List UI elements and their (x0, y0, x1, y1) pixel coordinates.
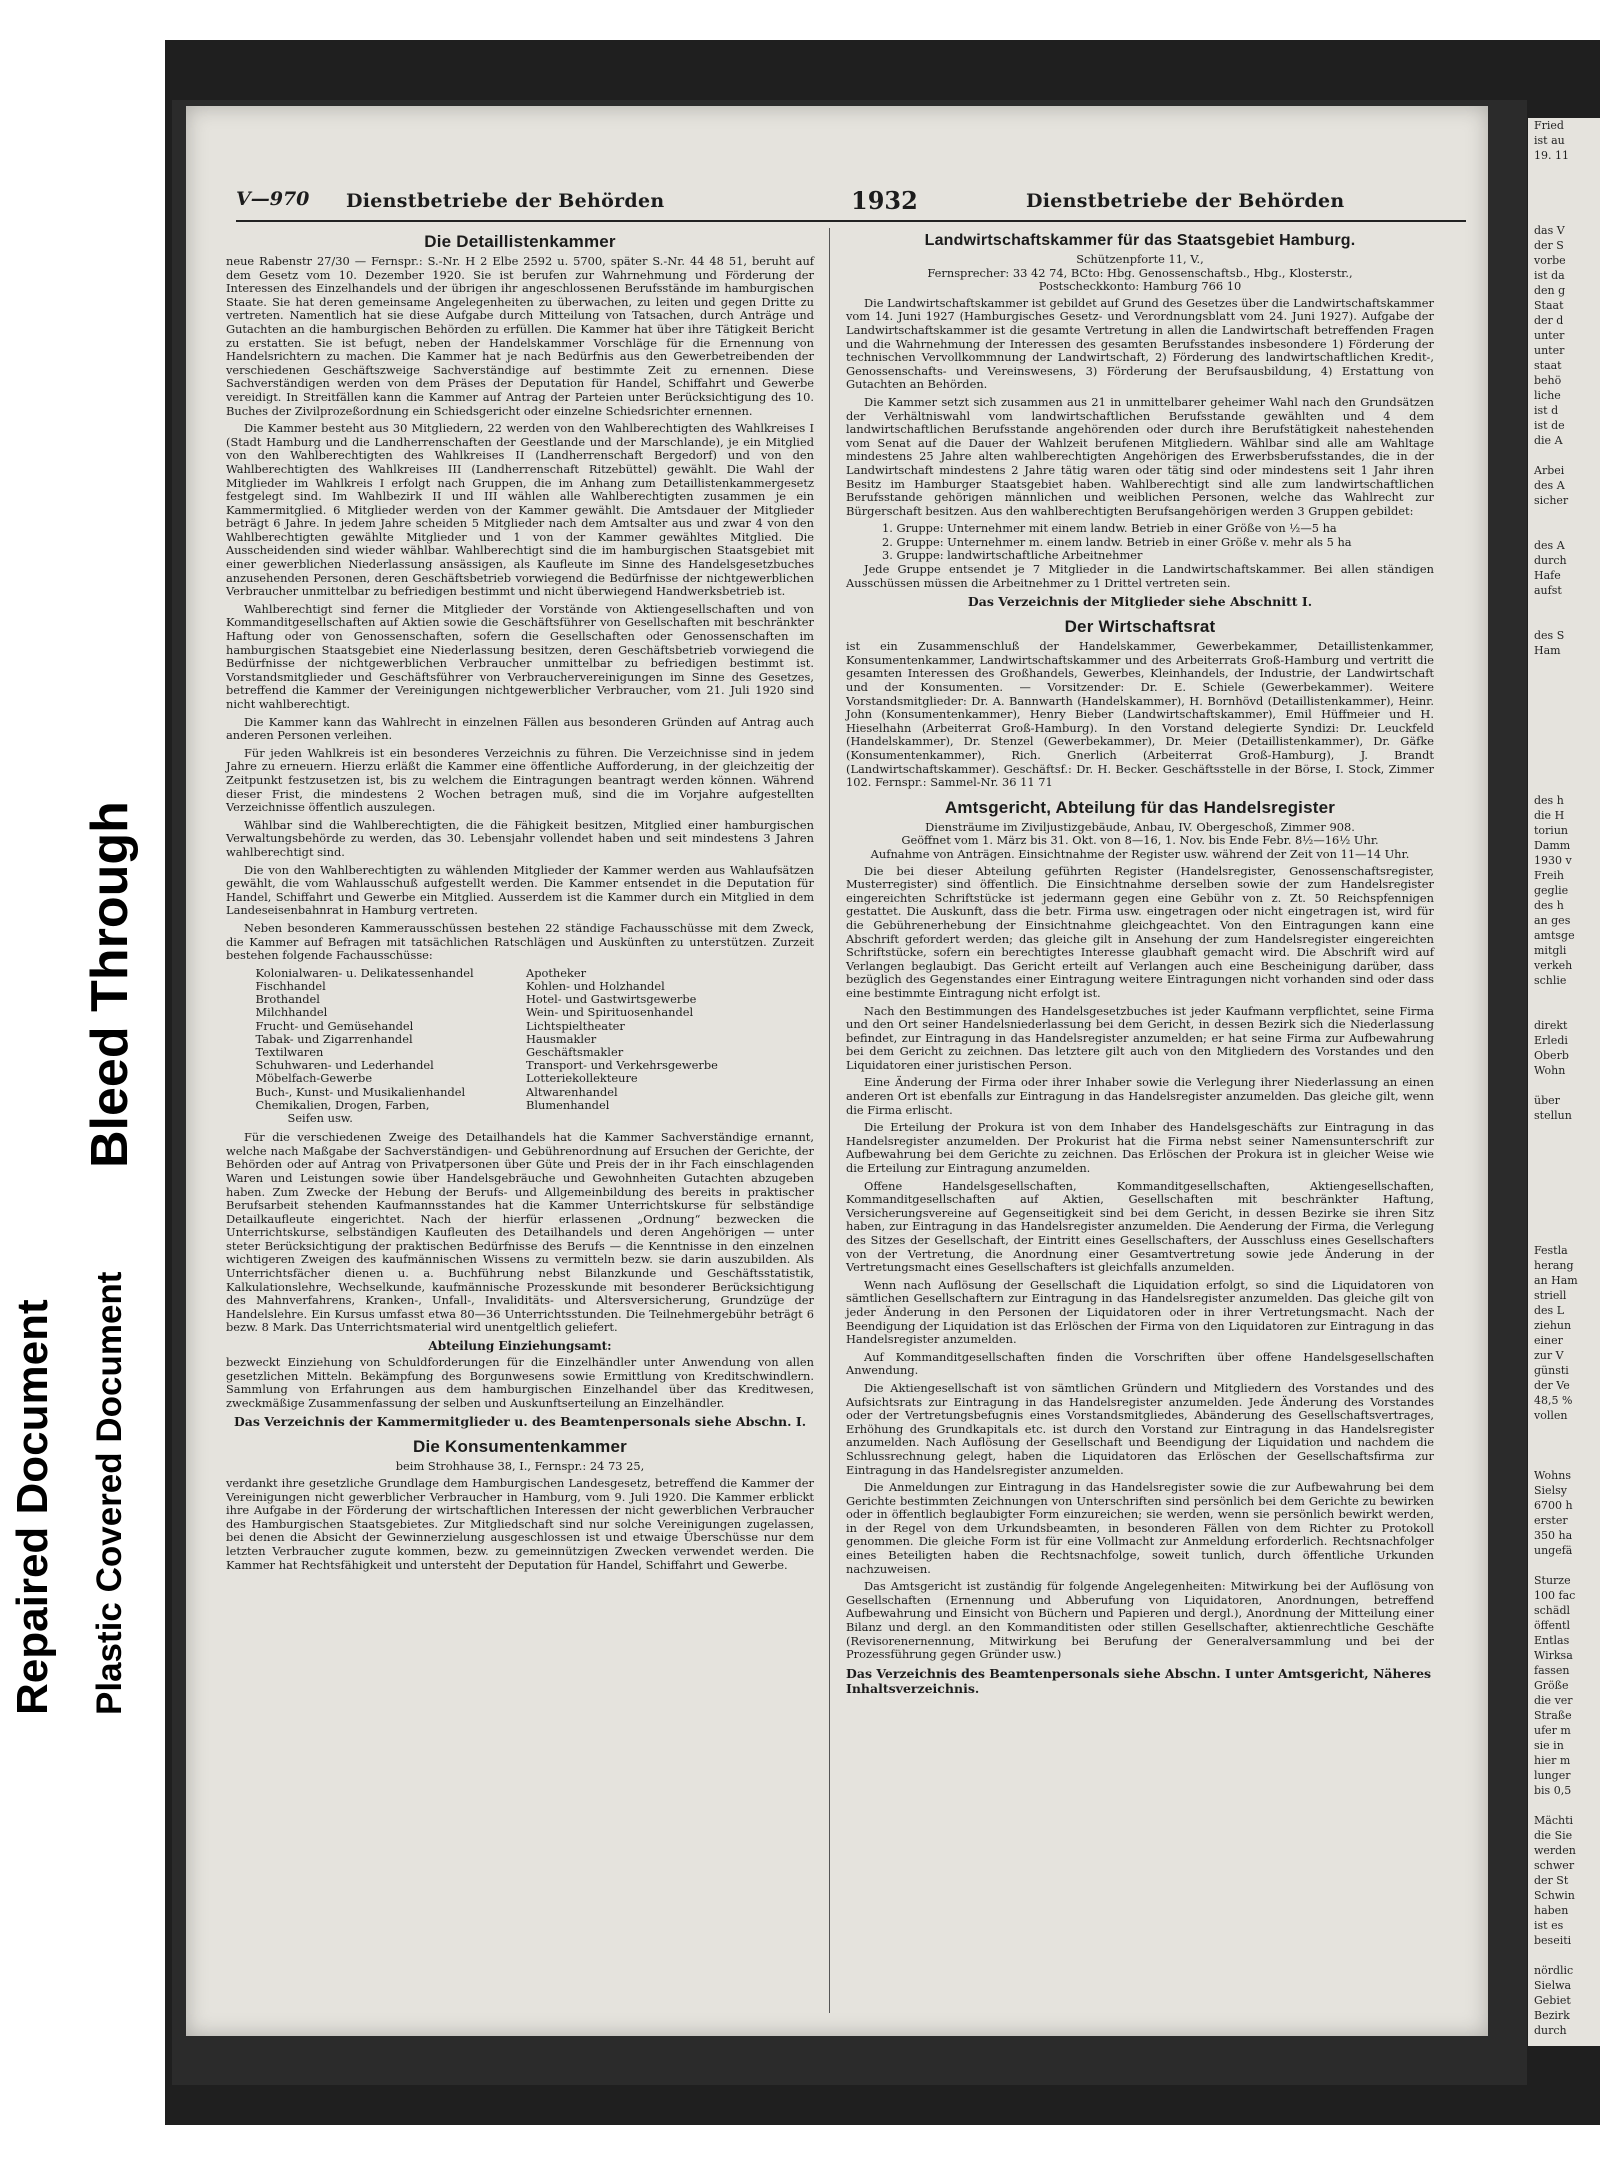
next-page-fragment: werden (1534, 1844, 1576, 1857)
header-title-left: Dienstbetriebe der Behörden (346, 190, 665, 212)
next-page-fragment: Ham (1534, 644, 1561, 657)
left-column (226, 228, 814, 1576)
next-page-fragment: Sturze (1534, 1574, 1571, 1587)
committee-row (250, 1033, 791, 1046)
next-page-fragment: die Sie (1534, 1829, 1573, 1842)
committee-row (250, 967, 791, 980)
paragraph: Die von den Wahlberechtigten zu wählenden Mitglieder der Kammer werden aus Wahlaufsätzen gewählt, die vom Wahlausschuß aufgestellt werden. Die Kammer entsendet in die Deputation für Handel, Schiffahrt und Gewerbe ein Mitglied. Ausserdem ist die Kammer durch ein Mitglied in dem Landeseisenbahnrat in Hamburg vertreten. (226, 862, 814, 918)
next-page-fragment: an Ham (1534, 1274, 1578, 1287)
next-page-fragment (1534, 1153, 1600, 1168)
next-page-fragment (1534, 1438, 1600, 1453)
next-page-fragment (1534, 688, 1600, 703)
next-page-fragment: Entlas (1534, 1634, 1570, 1647)
next-page-fragment: durch (1534, 554, 1567, 567)
committee-list (250, 967, 791, 1125)
next-page-fragment: Oberb (1534, 1049, 1569, 1062)
next-page-fragment: an ges (1534, 914, 1571, 927)
address: beim Strohhause 38, I., Fernspr.: 24 73 25, (395, 1459, 645, 1474)
reference-note: Das Verzeichnis der Kammermitglieder u. des Beamtenpersonals siehe Abschn. I. (233, 1414, 807, 1430)
next-page-fragment: sie in (1534, 1739, 1564, 1752)
next-page-fragment: erster (1534, 1514, 1568, 1527)
right-column (846, 228, 1434, 1704)
next-page-fragment: des A (1534, 539, 1565, 552)
paragraph: Die Kammer setzt sich zusammen aus 21 in unmittelbarer geheimer Wahl nach den Grundsätzen der Verhältniswahl vom landwirtschaftlichen Berufsstande gewählten und 4 dem landwirtschaftlichen Berufsstande angehörenden oder durch ihre Berufstätigkeit nahestehenden vom Senat auf die Dauer der Wahlzeit berufenen Mitgliedern. Wählbar sind alle am Wahltage mindestens 25 Jahre alten wahlberechtigten Angehörigen des Erwerbsberufsstandes, die in der Landwirtschaft mindestens 2 Jahre tätig waren oder tätig sind oder mindestens seit 1 Jahr ihren Besitz im Hamburger Staatsgebiet haben. Wahlberechtigt sind alle zum landwirtschaftlichen Berufsstande gehörigen männlichen und weiblichen Personen, welche das Wahlrecht zur Bürgerschaft besitzen. Aus den wahlberechtigten Berufsangehörigen werden 3 Gruppen gebildet: (846, 394, 1434, 518)
running-header (236, 186, 1466, 222)
committee-name: Chemikalien, Drogen, Farben, (255, 1097, 430, 1112)
next-page-fragment: den g (1534, 284, 1566, 297)
paragraph: Wählbar sind die Wahlberechtigten, die die Fähigkeit besitzen, Mitglied einer hamburgischen Verwaltungsbehörde zu werden, das 30. Lebensjahr vollendet haben und seit mindestens 3 Jahren wahlberechtigt sind. (226, 817, 814, 859)
next-page-fragment: Fried (1534, 119, 1564, 132)
paragraph: Auf Kommanditgesellschaften finden die Vorschriften über offene Handelsgesellschaften Anwendung. (846, 1349, 1434, 1378)
next-page-fragment: Gebiet (1534, 1994, 1571, 2007)
next-page-fragment (1534, 208, 1600, 223)
next-page-fragment: ist da (1534, 269, 1565, 282)
committee-name: Frucht- und Gemüsehandel (255, 1018, 414, 1033)
next-page-fragment: unter (1534, 329, 1565, 342)
next-page-fragment: schlie (1534, 974, 1567, 987)
next-page-fragment: die A (1534, 434, 1563, 447)
paragraph: Wenn nach Auflösung der Gesellschaft die Liquidation erfolgt, so sind die Liquidatoren von sämtlichen Gesellschaftern zur Eintragung in das Handelsregister anzumelden. Das gleiche gilt von jeder Änderung in den Personen der Liquidatoren oder in ihrer Vertretungsmacht. Nach der Beendigung der Liquidation ist das Erlöschen der Firma von den Liquidatoren zur Eintragung in das Handelsregister anzumelden. (846, 1277, 1434, 1347)
next-page-fragment (1534, 1423, 1600, 1438)
next-page-fragment (1534, 598, 1600, 613)
committee-name: Hotel- und Gastwirtsgewerbe (525, 992, 697, 1007)
next-page-fragment (1534, 1453, 1600, 1468)
paragraph: Eine Änderung der Firma oder ihrer Inhaber sowie die Verlegung ihrer Niederlassung an einen anderen Ort ist ebenfalls zur Eintragung in das Handelsregister anzumelden. Das gleiche gilt, wenn die Firma erlischt. (846, 1075, 1434, 1117)
section-title-wirtschaftsrat: Der Wirtschaftsrat (1064, 617, 1216, 637)
group-item: 2. Gruppe: Unternehmer m. einem landw. Betrieb in einer Größe v. mehr als 5 ha (882, 534, 1352, 549)
next-page-fragment: Damm (1534, 839, 1571, 852)
committee-row (250, 993, 791, 1006)
next-page-fragment: unter (1534, 344, 1565, 357)
committee-name: Geschäftsmakler (525, 1044, 624, 1059)
committee-name: Lotteriekollekteure (525, 1071, 638, 1086)
next-page-fragment (1534, 1183, 1600, 1198)
paragraph: Wahlberechtigt sind ferner die Mitglieder der Vorstände von Aktiengesellschaften und von Kommanditgesellschaften auf Aktien sowie die Geschäftsführer von Gesellschaften mit beschränkter Haftung oder von Genossenschaften, sofern die Gesellschaften oder Genossenschaften im hamburgischen Staatsgebiet eine Niederlassung besitzen, deren Geschäftsbetrieb vorwiegend die Bedürfnisse der nichtgewerblichen Verbraucher unmittelbar zu befriedigen bestimmt ist. Vorstandsmitglieder und Geschäftsführer von Verbrauchervereinigungen im Sinne des Gesetzes, betreffend die Kammer der Vereinigungen nichtgewerblicher Verbraucher, vom 21. Juli 1920 sind nicht wahlberechtigt. (226, 601, 814, 711)
next-page-fragment: einer (1534, 1334, 1563, 1347)
next-page-fragment: staat (1534, 359, 1562, 372)
committee-name: Textilwaren (255, 1044, 324, 1059)
next-page-fragment: Straße (1534, 1709, 1572, 1722)
next-page-fragment: über (1534, 1094, 1560, 1107)
next-page-fragment: des A (1534, 479, 1565, 492)
next-page-fragment: aufst (1534, 584, 1562, 597)
next-page-fragment: ist d (1534, 404, 1559, 417)
next-page-fragment (1534, 1948, 1600, 1963)
committee-name: Kolonialwaren- u. Delikatessenhandel (255, 965, 474, 980)
next-page-fragment (1534, 1798, 1600, 1813)
committee-name: Tabak- und Zigarrenhandel (255, 1031, 413, 1046)
next-page-fragment (1534, 718, 1600, 733)
subsection-title-einziehungsamt: Abteilung Einziehungsamt: (428, 1339, 612, 1354)
next-page-fragment: der Ve (1534, 1379, 1570, 1392)
next-page-fragment: der S (1534, 239, 1564, 252)
next-page-fragment: amtsge (1534, 929, 1575, 942)
repaired-document-label: Repaired Document (8, 1299, 57, 1715)
committee-row (250, 1020, 791, 1033)
next-page-fragment: 350 ha (1534, 1529, 1573, 1542)
next-page-fragment: schädl (1534, 1604, 1571, 1617)
next-page-fragment (1534, 673, 1600, 688)
next-page-fragment: das V (1534, 224, 1565, 237)
next-page-fragment: Staat (1534, 299, 1564, 312)
next-page-fragment: Wohn (1534, 1064, 1566, 1077)
header-title-right: Dienstbetriebe der Behörden (1026, 190, 1345, 212)
committee-name: Lichtspieltheater (525, 1018, 625, 1033)
next-page-fragment: die H (1534, 809, 1565, 822)
next-page-fragment: schwer (1534, 1859, 1575, 1872)
next-page-fragment (1534, 448, 1600, 463)
committee-name: Wein- und Spirituosenhandel (525, 1005, 694, 1020)
next-page-fragment: Größe (1534, 1679, 1569, 1692)
next-page-fragment (1534, 1078, 1600, 1093)
next-page-fragment: ist au (1534, 134, 1565, 147)
next-page-fragment: öffentl (1534, 1619, 1570, 1632)
committee-row (250, 1086, 791, 1099)
committee-name: Kohlen- und Holzhandel (525, 978, 665, 993)
paragraph: Die Kammer besteht aus 30 Mitgliedern, 22 werden von den Wahlberechtigten des Wahlkreises I (Stadt Hamburg und die Landherrenschaften der Geestlande und der Marschlande), je ein Mitglied von den Wahlberechtigten des Wahlkreises II (Landherrenschaft Bergedorf) und von den Wahlberechtigten des Wahlkreises III (Landherrenschaft Ritzebüttel) gewählt. Die Wahl der Mitglieder im Wahlkreis I erfolgt nach Gruppen, die im Anhang zum Detaillistenkammergesetz festgelegt sind. Im Wahlbezirk II und III wählen alle Wahlberechtigten zusammen je ein Kammermitglied. 6 Mitglieder werden von der Kammer gewählt. Die Amtsdauer der Mitglieder beträgt 6 Jahre. In jedem Jahre scheiden 5 Mitglieder nach dem Amtsalter aus und zwar 4 von den Wahlberechtigten gewählte Mitglieder und 1 von der Kammer gewähltes Mitglied. Die Ausscheidenden sind wieder wählbar. Wahlberechtigt sind die im hamburgischen Staatsgebiet mit einer gewerblichen Niederlassung ansässigen, als Kaufleute im Sinne des Handelsgesetzbuches anzusehenden Personen, deren Geschäftsbetrieb vorwiegend die Bedürfnisse der nichtgewerblichen Verbraucher unmittelbar zu befriedigen bestimmt und nicht überwiegend Handwerksbetrieb ist. (226, 421, 814, 599)
paragraph: Die Anmeldungen zur Eintragung in das Handelsregister sowie die zur Aufbewahrung bei dem Gerichte bestimmten Zeichnungen von Unterschriften sind persönlich bei dem Gerichte zu bewirken oder in öffentlich beglaubigter Form einzureichen; sie werden, wenn sie persönlich bewirkt werden, in der Regel von dem Urkundsbeamten, in besonderen Fällen von dem Richter zu Protokoll genommen. Die gleiche Form ist für eine Vollmacht zur Anmeldung erforderlich. Rechtsnachfolger eines Beteiligten haben die Rechtsnachfolge, soweit tunlich, durch öffentliche Urkunden nachzuweisen. (846, 1480, 1434, 1576)
next-page-fragment: des L (1534, 1304, 1564, 1317)
column-divider (829, 228, 830, 2013)
next-page-fragment: der d (1534, 314, 1564, 327)
next-page-fragment (1534, 613, 1600, 628)
next-page-fragment: ist de (1534, 419, 1565, 432)
committee-name (520, 1112, 790, 1125)
next-page-fragment: zur V (1534, 1349, 1564, 1362)
next-page-fragment: ufer m (1534, 1724, 1571, 1737)
next-page-fragment: hier m (1534, 1754, 1571, 1767)
next-page-fragment: durch (1534, 2024, 1567, 2037)
paragraph: Jede Gruppe entsendet je 7 Mitglieder in die Landwirtschaftskammer. Bei allen ständigen Ausschüssen müssen die Arbeitnehmer zu 1 Drittel vertreten sein. (846, 562, 1434, 590)
next-page-fragment (1534, 1138, 1600, 1153)
next-page-fragment: vorbe (1534, 254, 1566, 267)
page-number: V—970 (236, 188, 310, 210)
next-page-fragment: Bezirk (1534, 2009, 1570, 2022)
next-page-fragment: Wohns (1534, 1469, 1571, 1482)
committee-name: Möbelfach-Gewerbe (255, 1071, 373, 1086)
committee-name: Seifen usw. (287, 1110, 353, 1125)
committee-name: Apotheker (525, 965, 587, 980)
next-page-fragment (1534, 1168, 1600, 1183)
paragraph: ist ein Zusammenschluß der Handelskammer, Gewerbekammer, Detaillistenkammer, Konsumentenkammer, Landwirtschaftskammer und des Arbeiterrats Groß-Hamburg und vertritt die gesamten Interessen des Großhandels, Gewerbes, Kleinhandels, der Industrie, der Landwirtschaft und der Konsumenten. — Vorsitzender: Dr. E. Schiele (Gewerbekammer). Weitere Vorstandsmitglieder: Dr. A. Bannwarth (Handelskammer), H. Bornhövd (Detaillistenkammer), Heinr. John (Konsumentenkammer), Henry Bieber (Landwirtschaftskammer), Emil Hüffmeier und H. Hieselhahn (Arbeiterrat Groß-Hamburg). In den Vorstand delegierte Syndizi: Dr. Leuckfeld (Handelskammer), Dr. Stenzel (Gewerbekammer), Dr. Meier (Detaillistenkammer), Dr. Gäfke (Konsumentenkammer), Rich. Gnerlich (Arbeiterrat Groß-Hamburg), J. Brandt (Landwirtschaftskammer). Geschäftsf.: Dr. H. Becker. Geschäftsstelle in der Börse, I. Stock, Zimmer 102. Fernspr.: Sammel-Nr. 36 11 71 (846, 639, 1434, 790)
committee-name: Transport- und Verkehrsgewerbe (525, 1058, 718, 1073)
next-page-fragment (1534, 778, 1600, 793)
committee-row (250, 1099, 791, 1112)
next-page-fragment: vollen (1534, 1409, 1568, 1422)
next-page-fragment: Sielwa (1534, 1979, 1572, 1992)
document-page (186, 106, 1488, 2036)
next-page-fragment: beseiti (1534, 1934, 1572, 1947)
next-page-fragment: behö (1534, 374, 1562, 387)
next-page-fragment (1534, 508, 1600, 523)
group-item: 1. Gruppe: Unternehmer mit einem landw. Betrieb in einer Größe von ½—5 ha (882, 521, 1337, 536)
group-item: 3. Gruppe: landwirtschaftliche Arbeitnehmer (882, 548, 1143, 563)
next-page-fragment: haben (1534, 1904, 1569, 1917)
paragraph: Die Kammer kann das Wahlrecht in einzelnen Fällen aus besonderen Gründen auf Antrag auch anderen Personen verleihen. (226, 714, 814, 743)
next-page-fragment (1534, 658, 1600, 673)
next-page-fragment: des h (1534, 899, 1564, 912)
next-page-fragment: striell (1534, 1289, 1567, 1302)
next-page-fragment (1534, 178, 1600, 193)
next-page-fragment: 100 fac (1534, 1589, 1576, 1602)
next-page-fragment (1534, 523, 1600, 538)
next-page-fragment: Sielsy (1534, 1484, 1567, 1497)
committee-name: Brothandel (255, 992, 320, 1007)
section-title-detaillistenkammer: Die Detaillistenkammer (424, 232, 616, 251)
next-page-fragment: Festla (1534, 1244, 1568, 1257)
next-page-fragment: nördlic (1534, 1964, 1574, 1977)
committee-name: Altwarenhandel (525, 1084, 618, 1099)
next-page-fragment (1534, 1003, 1600, 1018)
plastic-covered-label: Plastic Covered Document (90, 1271, 129, 1715)
next-page-fragment (1534, 1558, 1600, 1573)
next-page-fragment: stellun (1534, 1109, 1572, 1122)
next-page-fragment: geglie (1534, 884, 1569, 897)
paragraph: Nach den Bestimmungen des Handelsgesetzbuches ist jeder Kaufmann verpflichtet, seine Firma und den Ort seiner Handelsniederlassung bei dem Gericht, in dessen Bezirk sich die Niederlassung befindet, zur Eintragung in das Handelsregister anzumelden; er hat seine Firma zur Aufbewahrung bei dem Gericht zu zeichnen. Das letztere gilt auch von den Mitgliedern des Vorstandes und den Liquidatoren einer juristischen Person. (846, 1003, 1434, 1072)
address: Diensträume im Ziviljustizgebäude, Anbau, IV. Obergeschoß, Zimmer 908. (925, 819, 1355, 834)
next-page-fragment (1534, 1123, 1600, 1138)
next-page-fragment: herang (1534, 1259, 1574, 1272)
next-page-fragment: 6700 h (1534, 1499, 1573, 1512)
next-page-fragment: der St (1534, 1874, 1569, 1887)
next-page-fragment: ungefä (1534, 1544, 1573, 1557)
next-page-fragment (1534, 193, 1600, 208)
next-page-fragment (1534, 1228, 1600, 1243)
next-page-fragment: liche (1534, 389, 1561, 402)
next-page-fragment: bis 0,5 (1534, 1784, 1572, 1797)
next-page-fragment: mitgli (1534, 944, 1567, 957)
next-page-fragment (1534, 1213, 1600, 1228)
next-page-fragment: 19. 11 (1534, 149, 1569, 162)
next-page-fragment: direkt (1534, 1019, 1568, 1032)
paragraph: Die Erteilung der Prokura ist von dem Inhaber des Handelsgeschäfts zur Eintragung in das Handelsregister anzumelden. Der Prokurist hat die Firma nebst seiner Namensunterschrift zur Aufbewahrung bei dem Gerichte zu zeichnen. Das Erlöschen der Prokura ist in gleicher Weise wie die Erteilung zur Eintragung anzumelden. (846, 1120, 1434, 1176)
reference-note: Das Verzeichnis des Beamtenpersonals siehe Abschn. I unter Amtsgericht, Näheres Inhaltsverzeichnis. (846, 1665, 1432, 1696)
next-page-fragment: Wirksa (1534, 1649, 1573, 1662)
paragraph: Für jeden Wahlkreis ist ein besonderes Verzeichnis zu führen. Die Verzeichnisse sind in jedem Jahre zu erneuern. Hierzu erläßt die Kammer eine öffentliche Aufforderung, in der gleichzeitig der Zeitpunkt festzusetzen ist, bis zu welchem die Eintragungen beantragt werden können. Während dieser Frist, die mindestens 2 Wochen betragen muß, sind die im Vorjahre aufgestellten Verzeichnisse öffentlich auszulegen. (226, 745, 814, 815)
next-page-fragment: Freih (1534, 869, 1565, 882)
address: Aufnahme von Anträgen. Einsichtnahme der Register usw. während der Zeit von 11—14 Uhr. (870, 846, 1410, 861)
next-page-fragment: die ver (1534, 1694, 1573, 1707)
address: Geöffnet vom 1. März bis 31. Okt. von 8—16, 1. Nov. bis Ende Febr. 8½—16½ Uhr. (901, 833, 1379, 848)
paragraph: Für die verschiedenen Zweige des Detailhandels hat die Kammer Sachverständige ernannt, welche nach Maßgabe der Sachverständigen- und Gebührenordnung auf Ersuchen der Gerichte, der Behörden oder auf Antrag von Privatpersonen über Güte und Preis der in ihr Fach einschlagenden Waren und Leistungen sowie über Handelsgebräuche und Gewohnheiten Gutachten abzugeben haben. Zum Zwecke der Hebung der Berufs- und Allgemeinbildung des bereits in praktischer Berufsarbeit stehenden Kaufmannsstandes hat die Kammer Unterrichtskurse für selbständige Detailkaufleute eingerichtet. Nach der hierfür erlassenen „Ordnung“ bezwecken die Unterrichtskurse, selbständigen Kaufleuten des Detailhandels und deren Angehörigen — unter steter Berücksichtigung der praktischen Bedürfnisse des Berufs — die Kenntnisse in den einzelnen wichtigeren Zweigen des kaufmännischen Wissens zu vermitteln bezw. sie darin auszubilden. Als Unterrichtsfächer dienen u. a. Buchführung nebst Bilanzkunde und Geschäftsstatistik, Kalkulationslehre, Wechselkunde, kaufmännische Prozesskunde mit besonderer Berücksichtigung des Mahnverfahrens, Kranken-, Unfall-, Invaliditäts- und Altersversicherung, Grundzüge der Handelslehre. Ein Kursus umfasst etwa 80—36 Unterrichtsstunden. Die Teilnehmergebühr beträgt 6 bezw. 8 Mark. Das Unterrichtsmaterial wird unentgeltlich geliefert. (226, 1130, 814, 1335)
paragraph: Die Landwirtschaftskammer ist gebildet auf Grund des Gesetzes über die Landwirtschaftskammer vom 14. Juni 1927 (Hamburgisches Gesetz- und Verordnungsblatt vom 24. Juni 1927). Aufgabe der Landwirtschaftskammer ist die gesamte Vertretung in allen die Landwirtschaft betreffenden Fragen und die Wahrnehmung der Interessen des gesamten Berufsstandes insbesondere 1) Förderung der technischen Vervollkommnung der Landwirtschaft, 2) Förderung des landwirtschaftlichen Kredit-, Genossenschafts- und Vereinswesens, 3) Förderung der Berufsausbildung, 4) Erstattung von Gutachten an Behörden. (846, 295, 1434, 392)
next-page-fragment: des h (1534, 794, 1564, 807)
bleed-through-label: Bleed Through (81, 801, 139, 1168)
next-page-fragment: lunger (1534, 1769, 1571, 1782)
next-page-fragment (1534, 763, 1600, 778)
next-page-fragment: toriun (1534, 824, 1568, 837)
paragraph: Neben besonderen Kammerausschüssen bestehen 22 ständige Fachausschüsse mit dem Zweck, die Kammer auf Befragen mit tatsächlichen Ratschlägen und Auskünften zu unterstützen. Zurzeit bestehen folgende Fachausschüsse: (226, 920, 814, 963)
next-page-fragment: 48,5 % (1534, 1394, 1573, 1407)
committee-row (250, 1006, 791, 1019)
committee-name: Buch-, Kunst- und Musikalienhandel (255, 1084, 466, 1099)
paragraph: Die bei dieser Abteilung geführten Register (Handelsregister, Genossenschaftsregister, Musterregister) sind öffentlich. Die Einsichtnahme derselben sowie der zum Handelsregister eingereichten Schriftstücke ist jedermann gegen eine Gebühr von z. Zt. 50 Reichspfennigen gestattet. Die Auskunft, dass die betr. Firma usw. eingetragen oder nicht eingetragen ist, wird für die Gebührenerhebung der Einsichtnahme gleichgeachtet. Von den Eintragungen kann eine Abschrift gefordert werden; das gleiche gilt in Ansehung der zum Handelsregister eingereichten Schriftstücke, sofern ein berechtigtes Interesse glaubhaft gemacht wird. Die Abschrift wird auf Verlangen beglaubigt. Das Gericht erteilt auf Verlangen auch eine Bescheinigung darüber, dass bezüglich des Gegenstandes einer Eintragung weitere Eintragungen nicht vorhanden sind oder dass eine bestimmte Eintragung nicht erfolgt ist. (846, 863, 1434, 1000)
next-page-fragment: Schwin (1534, 1889, 1575, 1902)
next-page-fragment: ziehun (1534, 1319, 1572, 1332)
section-title-konsumentenkammer: Die Konsumentenkammer (413, 1437, 627, 1457)
next-page-fragment: Mächti (1534, 1814, 1574, 1827)
paragraph: Die Aktiengesellschaft ist von sämtlichen Gründern und Mitgliedern des Vorstandes und des Aufsichtsrats zur Eintragung in das Handelsregister anzumelden. Jede Änderung des Vorstandes oder der Vertretungsbefugnis eines Vorstandsmitgliedes, Abänderung des Gesellschaftsvertrages, Erhöhung des Grundkapitals etc. ist durch den Vorstand zur Eintragung in das Handelsregister anzumelden. Nach Auflösung der Gesellschaft und Beendigung der Liquidation und nachdem die Schlussrechnung gelegt, haben die Liquidatoren das Erlöschen der Gesellschaftsfirma zur Eintragung in das Handelsregister anzumelden. (846, 1380, 1434, 1477)
committee-name: Schuhwaren- und Lederhandel (255, 1058, 434, 1073)
next-page-fragment: ist es (1534, 1919, 1564, 1932)
section-title-landwirtschaftskammer: Landwirtschaftskammer für das Staatsgebiet Hamburg. (924, 232, 1356, 249)
next-page-fragment: Erledi (1534, 1034, 1568, 1047)
next-page-fragment: sicher (1534, 494, 1569, 507)
header-year: 1932 (851, 186, 918, 215)
paragraph: verdankt ihre gesetzliche Grundlage dem Hamburgischen Landesgesetz, betreffend die Kammer der Vereinigungen nicht gewerblicher Verbraucher in Hamburg, vom 9. Juli 1920. Die Kammer erblickt ihre Aufgabe in der Förderung der wirtschaftlichen Interessen der nicht gewerblichen Verbraucher des Hamburgischen Staatsgebietes. Zur Mitgliedschaft sind nur solche Vereinigungen zugelassen, bei denen die Absicht der Gewinnerzielung ausgeschlossen ist und etwaige Überschüsse nur dem letzten Verbraucher zugute kommen, bezw. zu gemeinnützigen Zwecken verwendet werden. Die Kammer hat Rechtsfähigkeit und untersteht der Deputation für Handel, Schiffahrt und Gewerbe. (226, 1476, 814, 1572)
paragraph: neue Rabenstr 27/30 — Fernspr.: S.-Nr. H 2 Elbe 2592 u. 5700, später S.-Nr. 44 48 51, beruht auf dem Gesetz vom 10. Dezember 1920. Sie ist berufen zur Wahrnehmung und Förderung der Interessen des Einzelhandels und der übrigen ihr angeschlossenen Berufsstände im hamburgischen Staate. Sie hat deren gemeinsame Angelegenheiten zu überwachen, zu leiten und gegen Dritte zu vertreten. Namentlich hat sie diese Aufgabe durch Mitteilung von Tatsachen, durch Anträge und Gutachten an die hamburgischen Behörden zu erfüllen. Die Kammer hat über ihre Tätigkeit Bericht zu erstatten. Sie ist befugt, neben der Handelskammer Vorschläge für die Ernennung von Handelsrichtern zu machen. Die Kammer hat je nach Bedürfnis aus den Gewerbetreibenden der verschiedenen Geschäftszweige Sachverständige auf bestimmte Zeit zu ernennen. Diese Sachverständigen werden von dem Präses der Deputation für Handel, Schiffahrt und Gewerbe vereidigt. In Streitfällen kann die Kammer auf Antrag der Parteien unter Berücksichtigung des 10. Buches der Zivilprozeßordnung ein Schiedsgericht oder einzelne Schiedsrichter ernennen. (226, 254, 814, 418)
next-page-fragment: günsti (1534, 1364, 1569, 1377)
committee-name: Hausmakler (525, 1031, 597, 1046)
committee-name: Milchhandel (255, 1005, 328, 1020)
next-page-fragment (1534, 733, 1600, 748)
committee-name: Fischhandel (255, 978, 326, 993)
next-page-fragment: fassen (1534, 1664, 1570, 1677)
next-page-fragment (1534, 748, 1600, 763)
next-page-fragment: Arbei (1534, 464, 1565, 477)
committee-row (250, 980, 791, 993)
paragraph: Das Amtsgericht ist zuständig für folgende Angelegenheiten: Mitwirkung bei der Auflösung von Gesellschaften (Ernennung und Abberufung von Liquidatoren, Anordnungen, betreffend Aufbewahrung und Einsicht von Büchern und Papieren und dergl.), Anordnung der Mitteilung einer Bilanz und dergl. an den Kommanditisten oder stillen Gesellschafter, aktienrechtliche Geschäfte (Revisorenernennung, Mitwirkung bei Berufung der Generalversammlung und bei der Prozessführung gegen Gründer usw.) (846, 1579, 1434, 1662)
section-title-amtsgericht: Amtsgericht, Abteilung für das Handelsregister (944, 797, 1336, 817)
next-page-fragment (1534, 163, 1600, 178)
reference-note: Das Verzeichnis der Mitglieder siehe Abschnitt I. (967, 594, 1313, 610)
next-page-edge (1528, 118, 1600, 2046)
address: Schützenpforte 11, V., (1076, 252, 1204, 266)
paragraph: Offene Handelsgesellschaften, Kommanditgesellschaften, Aktiengesellschaften, Kommanditgesellschaften auf Aktien, Gesellschaften mit beschränkter Haftung, Versicherungsvereine auf Gegenseitigkeit sind bei dem Gericht, in dessen Bezirke sie ihren Sitz haben, zur Eintragung in das Handelsregister anzumelden. Die Aenderung der Firma, die Verlegung des Sitzes der Gesellschaft, der Eintritt eines Gesellschafters, der Ausschluss eines Gesellschafters von der Vertretung, die Anordnung einer Gesamtvertretung sowie jede Änderung in der Vertretungsmacht eines Gesellschafters ist gleichfalls anzumelden. (846, 1178, 1434, 1275)
committee-row (250, 1072, 791, 1085)
committee-name: Blumenhandel (525, 1097, 610, 1112)
address: Fernsprecher: 33 42 74, BCto: Hbg. Genossenschaftsb., Hbg., Klosterstr., (927, 265, 1353, 280)
next-page-fragment: 1930 v (1534, 854, 1572, 867)
next-page-fragment (1534, 988, 1600, 1003)
next-page-fragment: des S (1534, 629, 1565, 642)
next-page-fragment: verkeh (1534, 959, 1573, 972)
address: Postscheckkonto: Hamburg 766 10 (1038, 279, 1242, 294)
committee-row (250, 1112, 791, 1125)
next-page-fragment: Hafe (1534, 569, 1561, 582)
paragraph: bezweckt Einziehung von Schuldforderungen für die Einzelhändler unter Anwendung von allen gesetzlichen Mitteln. Bekämpfung des Borgunwesens sowie Ermittlung von Kreditschwindlern. Sammlung von Erfahrungen aus dem hamburgischen Einzelhandel über das Kreditwesen, zweckmäßige Zusammenfassung der selben und Auskunftserteilung an Einzelhändler. (226, 1355, 814, 1410)
next-page-fragment (1534, 1198, 1600, 1213)
next-page-fragment (1534, 703, 1600, 718)
